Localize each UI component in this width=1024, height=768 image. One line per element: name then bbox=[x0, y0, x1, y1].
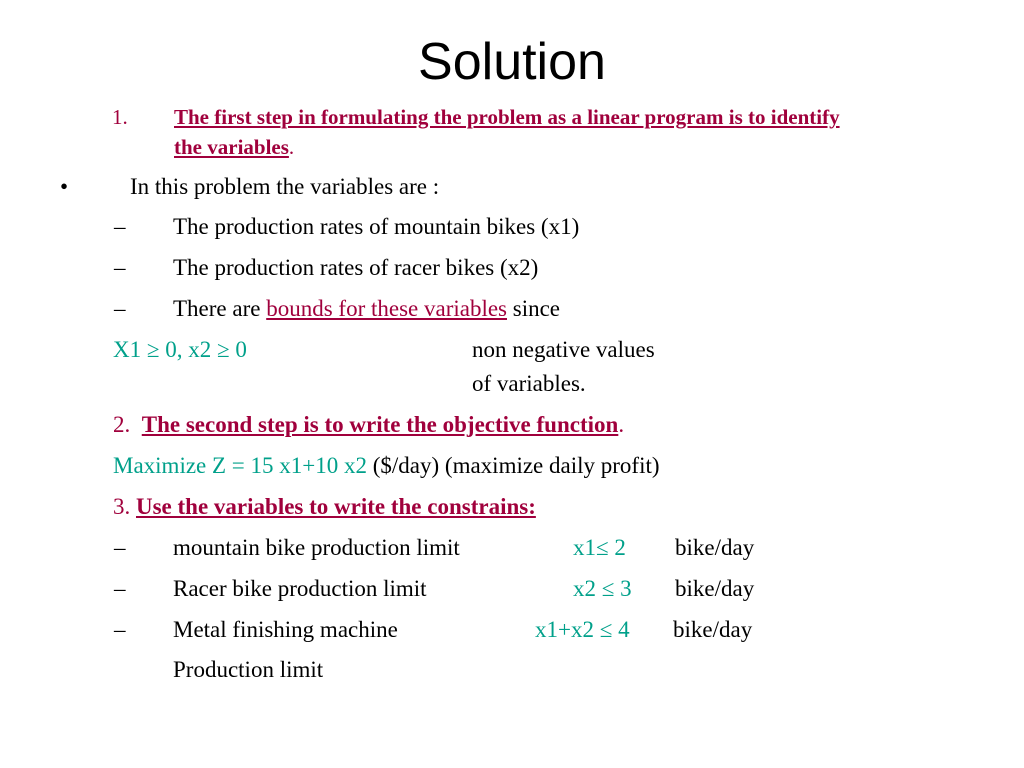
bounds-line: There are bounds for these variables since bbox=[173, 296, 561, 321]
step2-heading: 2. The second step is to write the objective function. bbox=[113, 412, 625, 437]
constraint-racer-expression: x2 ≤ 3 bbox=[573, 576, 632, 601]
constraint-racer-name: Racer bike production limit bbox=[173, 576, 427, 601]
constraint-mountain-name: mountain bike production limit bbox=[173, 535, 460, 560]
constraint-mountain-unit: bike/day bbox=[675, 535, 755, 560]
dash-marker: – bbox=[114, 617, 126, 642]
bullet-marker: • bbox=[60, 174, 69, 199]
variable-racer-bikes: The production rates of racer bikes (x2) bbox=[173, 255, 539, 280]
dash-marker: – bbox=[114, 535, 126, 560]
constraint-racer-unit: bike/day bbox=[675, 576, 755, 601]
step3-heading: 3. Use the variables to write the constrains: bbox=[113, 494, 536, 519]
bounds-note-line2: of variables. bbox=[472, 371, 586, 396]
dash-marker: – bbox=[114, 255, 126, 280]
constraint-metal-expression: x1+x2 ≤ 4 bbox=[535, 617, 630, 642]
step1-number: 1. bbox=[112, 105, 128, 129]
objective-function: Maximize Z = 15 x1+10 x2 ($/day) (maximize daily profit) bbox=[113, 453, 660, 478]
constraint-mountain-expression: x1≤ 2 bbox=[573, 535, 626, 560]
step1-line1: The first step in formulating the problem as a linear program is to identify bbox=[174, 105, 840, 129]
constraint-metal-name: Metal finishing machine bbox=[173, 617, 398, 642]
slide-title: Solution bbox=[418, 33, 606, 91]
bounds-link: bounds for these variables bbox=[266, 296, 507, 321]
step1-line2: the variables. bbox=[174, 135, 295, 159]
constraint-metal-unit: bike/day bbox=[673, 617, 753, 642]
bounds-expression: X1 ≥ 0, x2 ≥ 0 bbox=[113, 337, 247, 362]
constraint-metal-name-line2: Production limit bbox=[173, 657, 324, 682]
dash-marker: – bbox=[114, 576, 126, 601]
bullet-text: In this problem the variables are : bbox=[130, 174, 440, 199]
variable-mountain-bikes: The production rates of mountain bikes (x1) bbox=[173, 214, 580, 239]
dash-marker: – bbox=[114, 214, 126, 239]
bounds-note-line1: non negative values bbox=[472, 337, 655, 362]
dash-marker: – bbox=[114, 296, 126, 321]
